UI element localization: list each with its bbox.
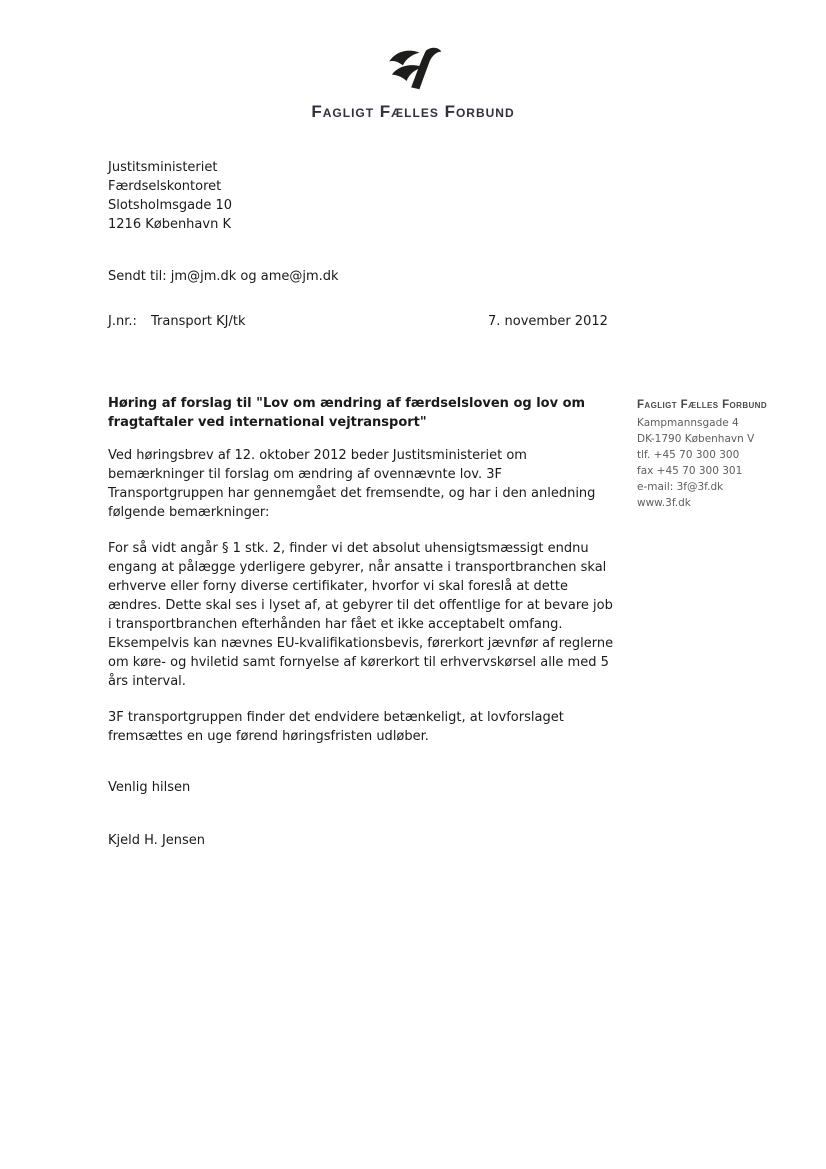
recipient-line: 1216 København K — [108, 217, 231, 232]
body-paragraph: 3F transportgruppen finder det endvidere betænkeligt, at lovforslaget fremsættes en uge førend høringsfristen udløber. — [108, 710, 564, 744]
signature-name: Kjeld H. Jensen — [108, 833, 206, 848]
journal-number-label: J.nr.: — [108, 314, 137, 329]
journal-number-value: Transport KJ/tk — [151, 314, 246, 329]
sender-phone: tlf. +45 70 300 300 — [637, 449, 740, 461]
closing-line: Venlig hilsen — [108, 780, 191, 795]
sender-email: e-mail: 3f@3f.dk — [637, 481, 724, 493]
letter-heading: Høring af forslag til "Lov om ændring af færdselsloven og lov om fragtaftaler ved international vejtransport" — [108, 396, 586, 430]
letterhead — [0, 46, 826, 122]
body-paragraph: Ved høringsbrev af 12. oktober 2012 beder Justitsministeriet om bemærkninger til forslag om ændring af ovennævnte lov. 3F Transportgruppen har gennemgået det fremsendte, og har i den anledning følgende bemærkninger: — [108, 448, 596, 520]
body-paragraph: For så vidt angår § 1 stk. 2, finder vi det absolut uhensigtsmæssigt endnu engang at pålægge yderligere gebyrer, når ansatte i transportbranchen skal erhverve eller forny diverse certifikater, hvorfor vi skal foreslå at dette ændres. Dette skal ses i lyset af, at gebyrer til det offentlige for at bevare job i transportbranchen efterhånden har fået et ikke acceptabelt omfang. Eksempelvis kan nævnes EU-kvalifikationsbevis, førerkort jævnfør af reglerne om køre- og hviletid samt fornyelse af kørerkort til erhvervskørsel alle med 5 års interval. — [108, 541, 614, 689]
recipient-line: Slotsholmsgade 10 — [108, 198, 233, 213]
recipient-line: Justitsministeriet — [108, 160, 218, 175]
brand-name: Fagligt Fælles Forbund — [311, 102, 515, 121]
3f-logo-icon — [380, 46, 446, 94]
letter-date: 7. november 2012 — [488, 314, 608, 329]
sender-website: www.3f.dk — [637, 497, 691, 509]
recipient-block — [108, 158, 339, 286]
sender-fax: fax +45 70 300 301 — [637, 465, 743, 477]
sender-address-line: Kampmannsgade 4 — [637, 417, 739, 429]
reference-row — [108, 314, 648, 329]
sender-address-line: DK-1790 København V — [637, 433, 755, 445]
letter-body — [108, 394, 620, 850]
recipient-line: Færdselskontoret — [108, 179, 222, 194]
sender-org-name: Fagligt Fælles Forbund — [637, 399, 768, 411]
sent-to-line: Sendt til: jm@jm.dk og ame@jm.dk — [108, 269, 339, 284]
sender-contact-block — [637, 399, 807, 511]
